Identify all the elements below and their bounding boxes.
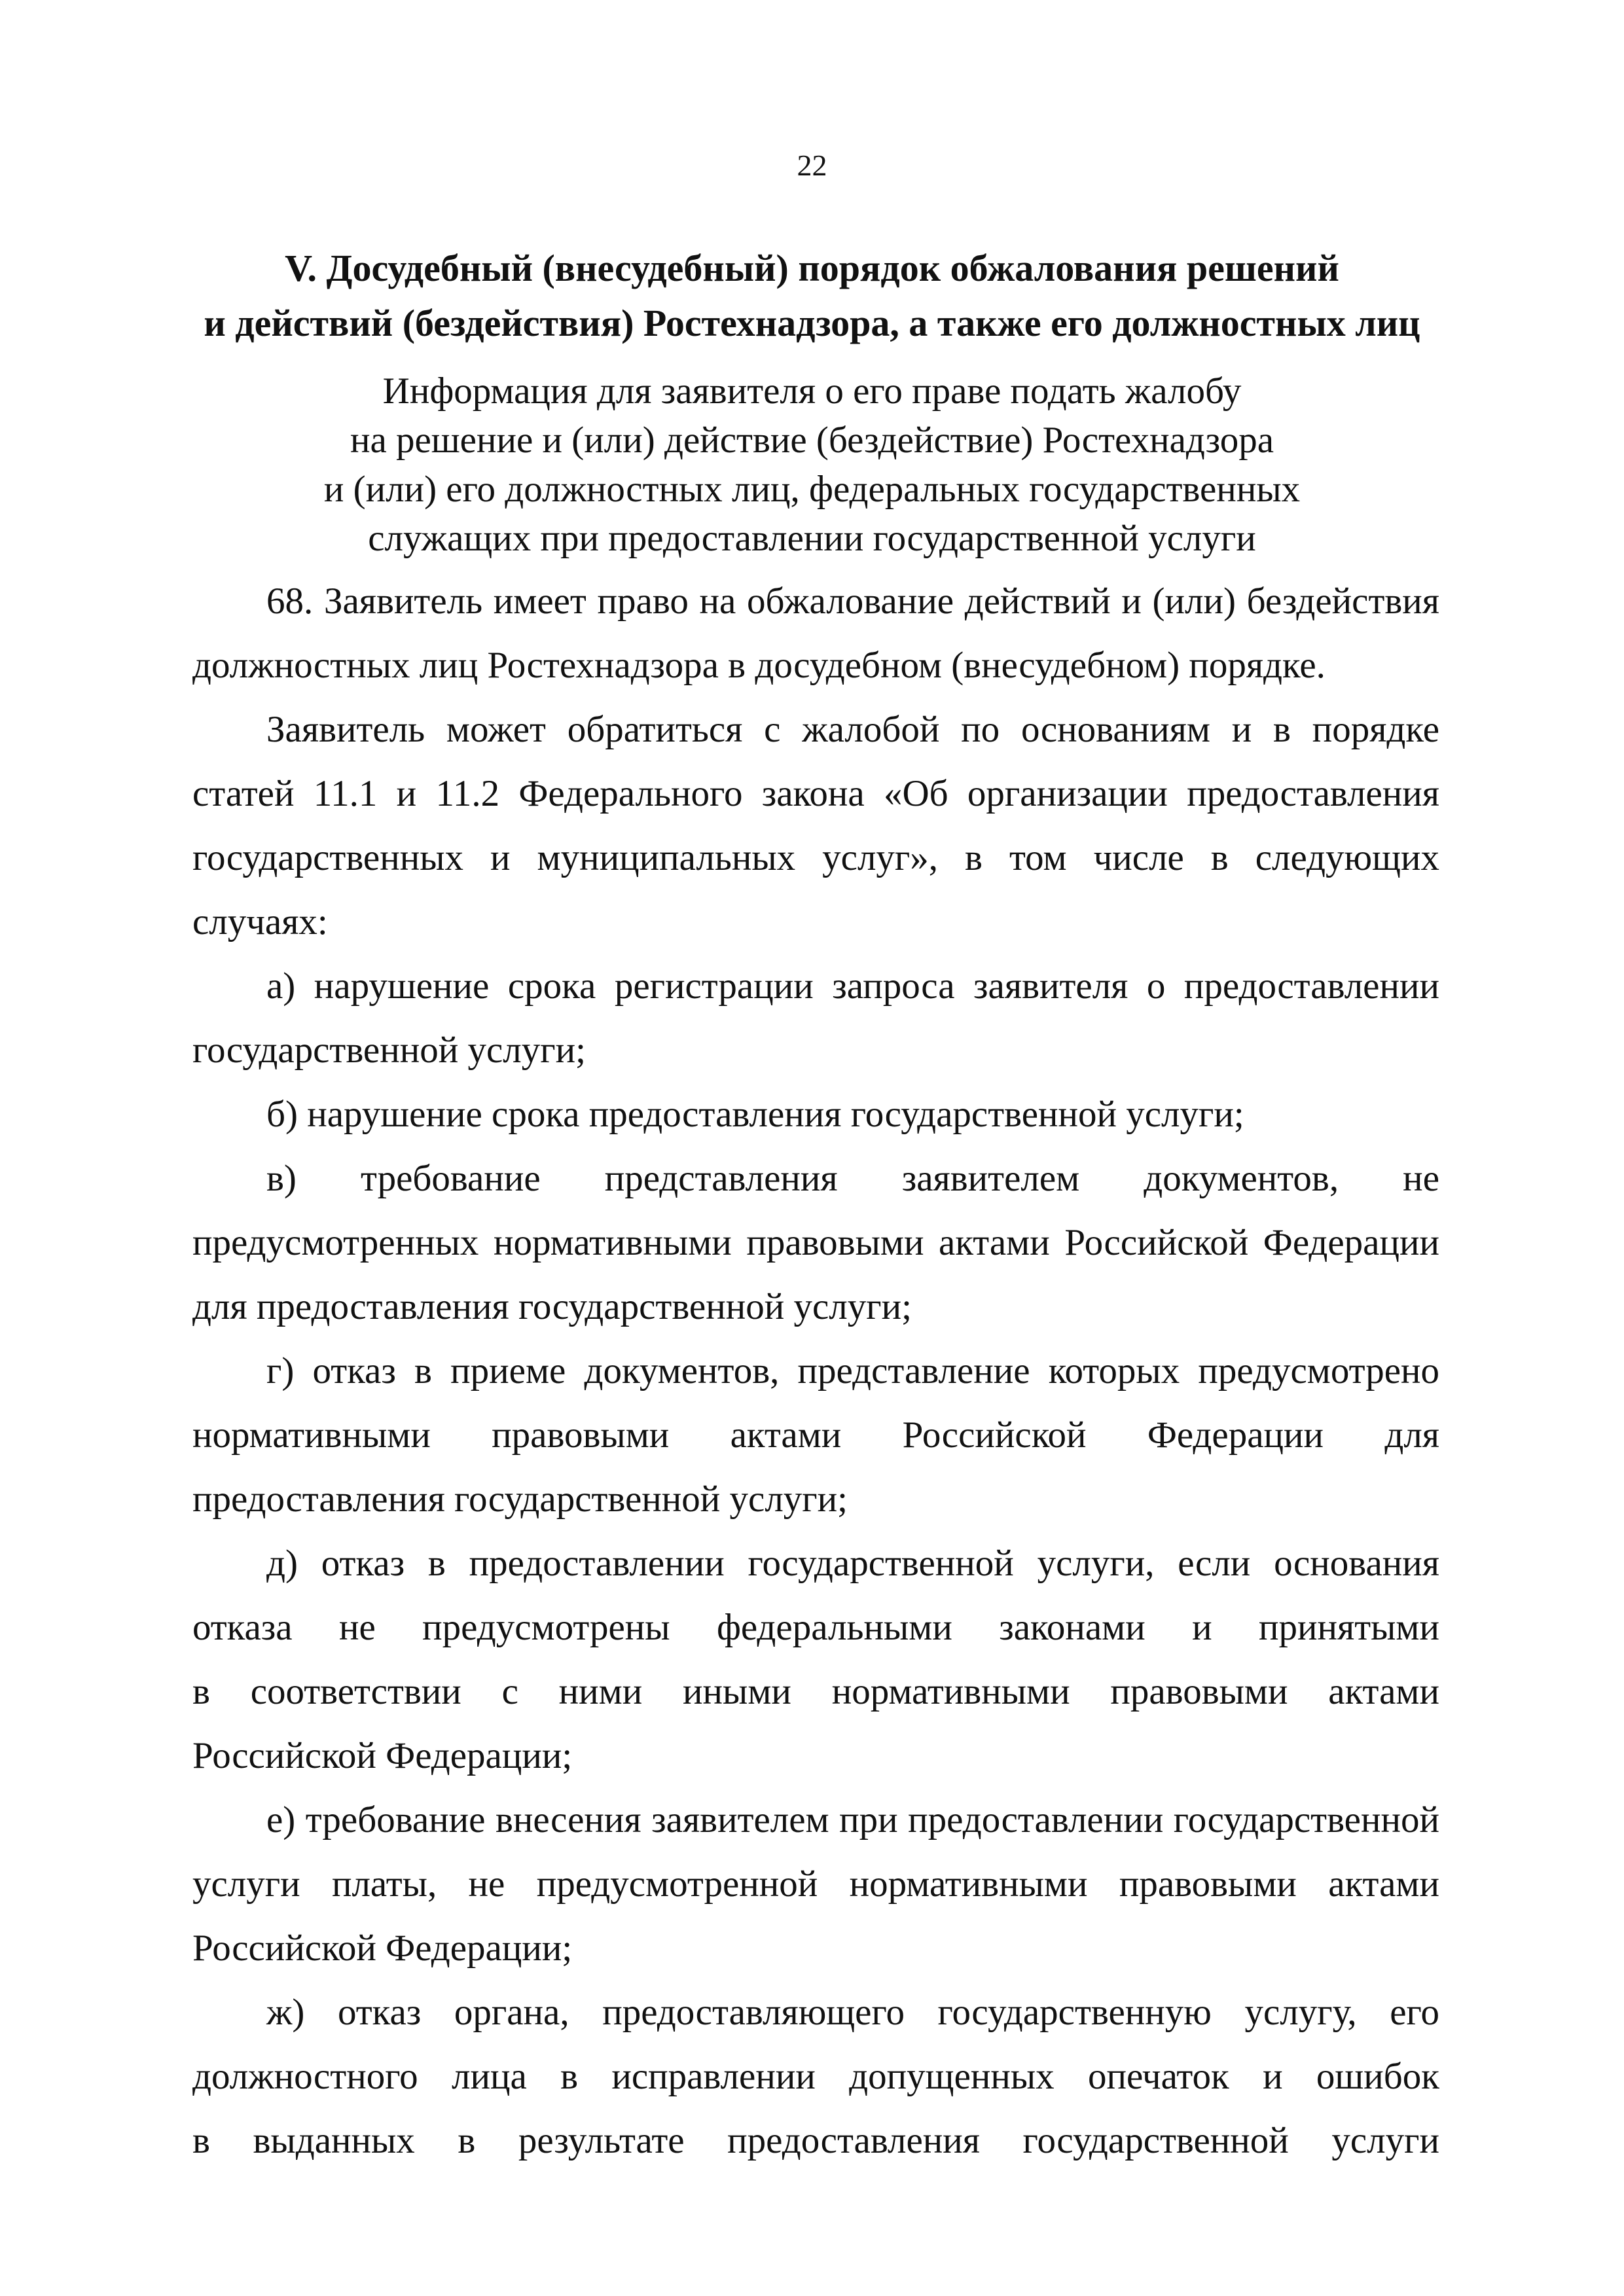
text-line: государственных и муниципальных услуг», в том числе в следующих <box>192 837 1439 878</box>
text-line: Заявитель может обратиться с жалобой по основаниям и в порядке <box>266 709 1439 750</box>
text-line: должностного лица в исправлении допущенных опечаток и ошибок <box>192 2056 1439 2097</box>
paragraph-68 <box>192 569 1439 698</box>
text-line: статей 11.1 и 11.2 Федерального закона «Об организации предоставления <box>192 773 1439 814</box>
subsection-heading-line: и (или) его должностных лиц, федеральных государственных <box>323 469 1301 510</box>
paragraph-grounds <box>192 698 1439 954</box>
text-line: б) нарушение срока предоставления государственной услуги; <box>266 1094 1244 1135</box>
text-line: услуги платы, не предусмотренной нормативными правовыми актами <box>192 1863 1439 1905</box>
text-line: в) требование представления заявителем документов, не <box>266 1158 1439 1199</box>
text-line: г) отказ в приеме документов, представление которых предусмотрено <box>266 1350 1439 1391</box>
text-line: Российской Федерации; <box>192 1928 573 1969</box>
section-title <box>0 241 1624 351</box>
list-item-e <box>192 1788 1439 1981</box>
subsection-heading <box>0 367 1624 563</box>
list-item-d <box>192 1532 1439 1788</box>
text-line: должностных лиц Ростехнадзора в досудебном (внесудебном) порядке. <box>192 645 1326 686</box>
list-item-zh <box>192 1981 1439 2173</box>
text-line: 68. Заявитель имеет право на обжалование действий и (или) бездействия <box>266 581 1439 622</box>
text-line: случаях: <box>192 901 328 942</box>
document-body <box>192 569 1439 2173</box>
section-title-line: V. Досудебный (внесудебный) порядок обжалования решений <box>285 247 1339 289</box>
text-line: а) нарушение срока регистрации запроса заявителя о предоставлении <box>266 965 1439 1007</box>
text-line: е) требование внесения заявителем при предоставлении государственной <box>266 1799 1439 1840</box>
text-line: отказа не предусмотрены федеральными законами и принятыми <box>192 1607 1439 1648</box>
text-line: Российской Федерации; <box>192 1735 573 1776</box>
text-line: для предоставления государственной услуги; <box>192 1286 912 1327</box>
text-line: предусмотренных нормативными правовыми актами Российской Федерации <box>192 1222 1439 1263</box>
subsection-heading-line: на решение и (или) действие (бездействие) Ростехнадзора <box>350 420 1274 461</box>
text-line: д) отказ в предоставлении государственной услуги, если основания <box>266 1543 1439 1584</box>
list-item-a <box>192 954 1439 1083</box>
text-line: в соответствии с ними иными нормативными правовыми актами <box>192 1671 1439 1712</box>
text-line: ж) отказ органа, предоставляющего государственную услугу, его <box>266 1992 1439 2033</box>
subsection-heading-line: Информация для заявителя о его праве подать жалобу <box>382 370 1242 412</box>
text-line: нормативными правовыми актами Российской Федерации для <box>192 1414 1439 1456</box>
text-line: предоставления государственной услуги; <box>192 1479 848 1520</box>
text-line: в выданных в результате предоставления государственной услуги <box>192 2120 1439 2161</box>
list-item-b <box>192 1083 1439 1147</box>
page-number: 22 <box>797 149 827 182</box>
text-line: государственной услуги; <box>192 1030 586 1071</box>
subsection-heading-line: служащих при предоставлении государственной услуги <box>368 518 1256 559</box>
list-item-v <box>192 1147 1439 1339</box>
section-title-line: и действий (бездействия) Ростехнадзора, а также его должностных лиц <box>204 302 1420 344</box>
list-item-g <box>192 1339 1439 1532</box>
